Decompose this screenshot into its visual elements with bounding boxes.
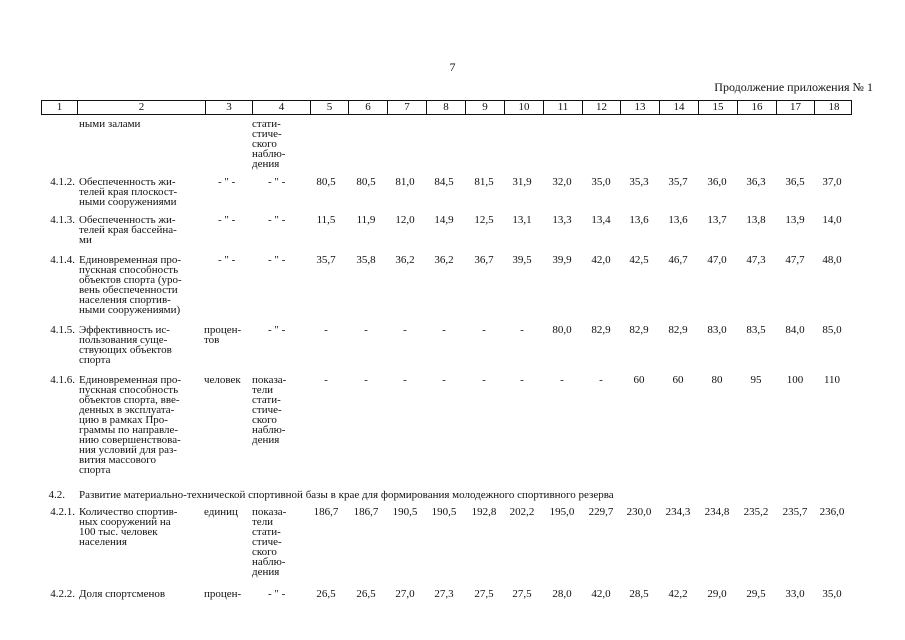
indicator-name: Доля спортсменов [79, 588, 166, 600]
value-cell: 35,0 [822, 588, 842, 600]
value-cell: - [599, 374, 603, 386]
unit-cell: единиц [204, 506, 238, 518]
value-cell: 36,0 [707, 176, 727, 188]
column-header-15: 15 [698, 101, 737, 114]
value-cell: 192,8 [471, 506, 497, 518]
value-cell: 27,5 [512, 588, 532, 600]
source-cell: показа- тели стати- стиче- ского наблю- дения [252, 506, 287, 578]
value-cell: 190,5 [431, 506, 457, 518]
row-number: 4.1.4. [50, 254, 75, 266]
value-cell: 100 [786, 374, 804, 386]
value-cell: - [482, 324, 486, 336]
column-header-8: 8 [426, 101, 465, 114]
column-header-row [41, 100, 852, 115]
value-cell: 12,5 [474, 214, 494, 226]
column-header-3: 3 [205, 101, 252, 114]
indicator-name: Единовременная про- пускная способность объектов спорта, вве- денных в эксплуата- цию в рамках Про- граммы по направле- нию совершенствова- ния условий для раз- вития массового спорта [79, 374, 182, 476]
value-cell: - [364, 324, 368, 336]
column-header-18: 18 [814, 101, 853, 114]
indicator-name: Эффективность ис- пользования суще- ствующих объектов спорта [79, 324, 172, 366]
value-cell: 36,2 [434, 254, 454, 266]
value-cell: 26,5 [316, 588, 336, 600]
continuation-label: Продолжение приложения № 1 [714, 80, 873, 94]
value-cell: - [324, 324, 328, 336]
value-cell: 13,9 [785, 214, 805, 226]
value-cell: 35,8 [356, 254, 376, 266]
value-cell: 186,7 [353, 506, 379, 518]
value-cell: 37,0 [822, 176, 842, 188]
value-cell: 234,3 [665, 506, 691, 518]
value-cell: 85,0 [822, 324, 842, 336]
value-cell: 35,0 [591, 176, 611, 188]
value-cell: 33,0 [785, 588, 805, 600]
value-cell: 27,5 [474, 588, 494, 600]
value-cell: 36,5 [785, 176, 805, 188]
value-cell: 83,5 [746, 324, 766, 336]
value-cell: 35,7 [668, 176, 688, 188]
column-header-6: 6 [348, 101, 387, 114]
column-header-9: 9 [465, 101, 504, 114]
source-cell: стати- стиче- ского наблю- дения [252, 118, 286, 170]
value-cell: 29,0 [707, 588, 727, 600]
unit-cell: процен- [204, 588, 242, 600]
value-cell: 39,5 [512, 254, 532, 266]
row-number: 4.1.5. [50, 324, 75, 336]
value-cell: - [520, 374, 524, 386]
value-cell: 13,6 [668, 214, 688, 226]
unit-cell: процен- тов [204, 324, 242, 346]
value-cell: 235,2 [743, 506, 769, 518]
value-cell: 12,0 [395, 214, 415, 226]
section-number: 4.2. [48, 489, 65, 501]
value-cell: 82,9 [591, 324, 611, 336]
value-cell: 13,1 [512, 214, 532, 226]
source-cell: - " - [268, 176, 286, 188]
value-cell: 29,5 [746, 588, 766, 600]
column-header-12: 12 [582, 101, 620, 114]
value-cell: 13,8 [746, 214, 766, 226]
value-cell: 14,0 [822, 214, 842, 226]
value-cell: 27,3 [434, 588, 454, 600]
value-cell: 186,7 [313, 506, 339, 518]
value-cell: - [442, 324, 446, 336]
unit-cell: человек [204, 374, 241, 386]
row-number: 4.2.2. [50, 588, 75, 600]
value-cell: 229,7 [588, 506, 614, 518]
row-number: 4.1.2. [50, 176, 75, 188]
value-cell: 81,5 [474, 176, 494, 188]
column-header-14: 14 [659, 101, 698, 114]
indicator-name: Обеспеченность жи- телей края бассейна- ми [79, 214, 177, 246]
value-cell: 195,0 [549, 506, 575, 518]
value-cell: 47,0 [707, 254, 727, 266]
value-cell: 230,0 [626, 506, 652, 518]
value-cell: 42,0 [591, 588, 611, 600]
column-header-11: 11 [543, 101, 582, 114]
value-cell: 80,0 [552, 324, 572, 336]
value-cell: 39,9 [552, 254, 572, 266]
section-title: Развитие материально-технической спортивной базы в крае для формирования молодежного спортивного резерва [79, 489, 614, 501]
value-cell: - [364, 374, 368, 386]
value-cell: 236,0 [819, 506, 845, 518]
value-cell: 80,5 [356, 176, 376, 188]
value-cell: 190,5 [392, 506, 418, 518]
value-cell: 82,9 [668, 324, 688, 336]
value-cell: 60 [672, 374, 684, 386]
source-cell: показа- тели стати- стиче- ского наблю- дения [252, 374, 287, 446]
value-cell: 42,2 [668, 588, 688, 600]
source-cell: - " - [268, 214, 286, 226]
value-cell: 60 [633, 374, 645, 386]
value-cell: 13,7 [707, 214, 727, 226]
indicator-name: Единовременная про- пускная способность объектов спорта (уро- вень обеспеченности населения спортив- ными сооружениями) [79, 254, 182, 316]
column-header-2: 2 [77, 101, 205, 114]
column-header-17: 17 [776, 101, 814, 114]
value-cell: 14,9 [434, 214, 454, 226]
value-cell: 110 [823, 374, 841, 386]
value-cell: 35,3 [629, 176, 649, 188]
row-number: 4.1.6. [50, 374, 75, 386]
value-cell: - [482, 374, 486, 386]
value-cell: 84,0 [785, 324, 805, 336]
value-cell: - [520, 324, 524, 336]
value-cell: 31,9 [512, 176, 532, 188]
value-cell: 26,5 [356, 588, 376, 600]
row-number: 4.1.3. [50, 214, 75, 226]
column-header-7: 7 [387, 101, 426, 114]
value-cell: 80 [711, 374, 723, 386]
indicator-name: ными залами [79, 118, 141, 130]
value-cell: 234,8 [704, 506, 730, 518]
value-cell: 47,7 [785, 254, 805, 266]
source-cell: - " - [268, 324, 286, 336]
value-cell: 36,7 [474, 254, 494, 266]
value-cell: 42,5 [629, 254, 649, 266]
page-number: 7 [449, 60, 456, 74]
unit-cell: - " - [218, 214, 236, 226]
column-header-10: 10 [504, 101, 543, 114]
value-cell: 32,0 [552, 176, 572, 188]
value-cell: 84,5 [434, 176, 454, 188]
column-header-16: 16 [737, 101, 776, 114]
value-cell: 36,3 [746, 176, 766, 188]
row-number: 4.2.1. [50, 506, 75, 518]
value-cell: 83,0 [707, 324, 727, 336]
value-cell: 46,7 [668, 254, 688, 266]
value-cell: 235,7 [782, 506, 808, 518]
column-header-1: 1 [56, 101, 63, 113]
source-cell: - " - [268, 588, 286, 600]
value-cell: - [403, 374, 407, 386]
value-cell: 28,5 [629, 588, 649, 600]
value-cell: 36,2 [395, 254, 415, 266]
value-cell: - [442, 374, 446, 386]
value-cell: 48,0 [822, 254, 842, 266]
value-cell: 81,0 [395, 176, 415, 188]
column-header-5: 5 [310, 101, 348, 114]
value-cell: 11,5 [316, 214, 336, 226]
unit-cell: - " - [218, 254, 236, 266]
value-cell: 82,9 [629, 324, 649, 336]
value-cell: 28,0 [552, 588, 572, 600]
value-cell: 35,7 [316, 254, 336, 266]
value-cell: 95 [750, 374, 762, 386]
value-cell: 27,0 [395, 588, 415, 600]
value-cell: 11,9 [356, 214, 376, 226]
value-cell: 13,4 [591, 214, 611, 226]
indicator-name: Обеспеченность жи- телей края плоскост- ными сооружениями [79, 176, 178, 208]
unit-cell: - " - [218, 176, 236, 188]
value-cell: 80,5 [316, 176, 336, 188]
value-cell: 13,6 [629, 214, 649, 226]
value-cell: - [403, 324, 407, 336]
value-cell: 47,3 [746, 254, 766, 266]
column-header-4: 4 [252, 101, 310, 114]
value-cell: 13,3 [552, 214, 572, 226]
source-cell: - " - [268, 254, 286, 266]
value-cell: 202,2 [509, 506, 535, 518]
value-cell: - [324, 374, 328, 386]
indicator-name: Количество спортив- ных сооружений на 100 тыс. человек населения [79, 506, 178, 548]
value-cell: - [560, 374, 564, 386]
column-header-13: 13 [620, 101, 659, 114]
value-cell: 42,0 [591, 254, 611, 266]
